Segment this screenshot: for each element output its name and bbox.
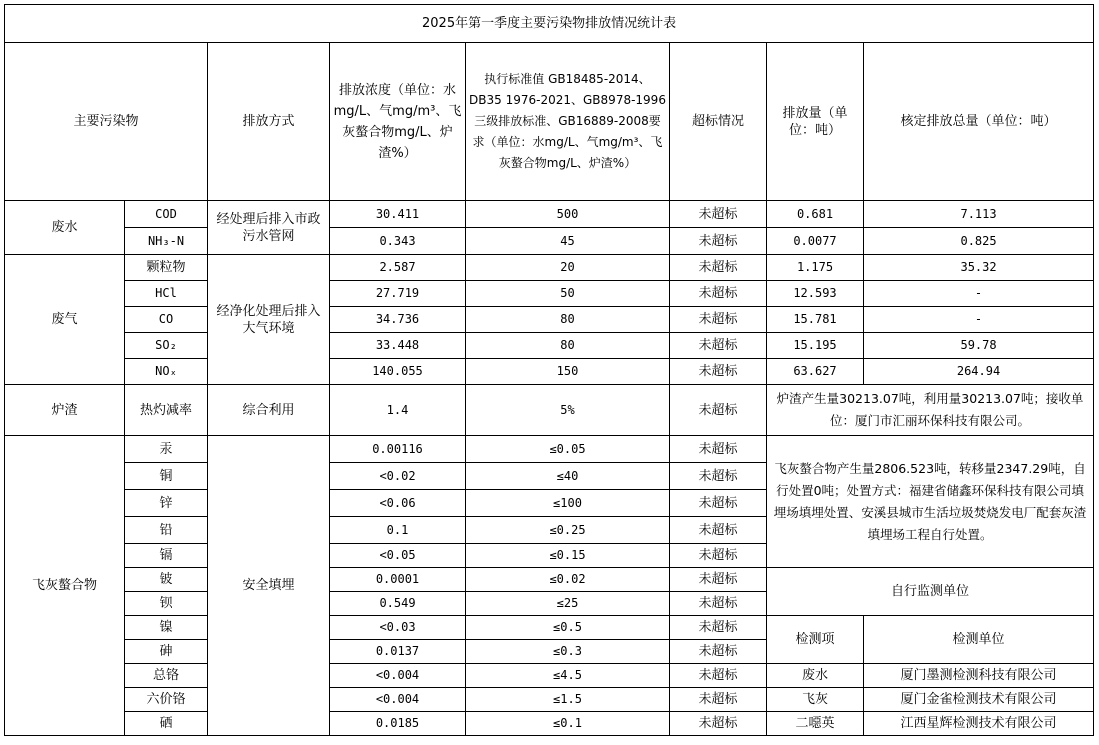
cell-conc: 0.00116 <box>330 436 466 463</box>
cell-approved: 59.78 <box>864 333 1094 359</box>
cell-conc: <0.03 <box>330 616 466 640</box>
cell-std: 150 <box>466 359 670 385</box>
monitor-item: 飞灰 <box>767 688 864 712</box>
cell-conc: 0.0185 <box>330 712 466 736</box>
cell-status: 未超标 <box>670 307 767 333</box>
cell-status: 未超标 <box>670 640 767 664</box>
monitor-header-unit: 检测单位 <box>864 616 1094 664</box>
table-row <box>5 568 1094 592</box>
cell-status: 未超标 <box>670 255 767 281</box>
category-wastewater: 废水 <box>5 201 125 255</box>
cell-item: 铅 <box>125 517 208 544</box>
cell-approved: 35.32 <box>864 255 1094 281</box>
cell-conc: <0.05 <box>330 544 466 568</box>
cell-std: ≤4.5 <box>466 664 670 688</box>
monitor-unit: 厦门墨测检测科技有限公司 <box>864 664 1094 688</box>
cell-item: 热灼减率 <box>125 385 208 436</box>
category-flyash: 飞灰螯合物 <box>5 436 125 736</box>
cell-std: ≤0.1 <box>466 712 670 736</box>
monitor-header-item: 检测项 <box>767 616 864 664</box>
table-title: 2025年第一季度主要污染物排放情况统计表 <box>5 5 1094 43</box>
monitor-item: 二噁英 <box>767 712 864 736</box>
cell-status: 未超标 <box>670 544 767 568</box>
cell-amount: 15.781 <box>767 307 864 333</box>
cell-approved: 0.825 <box>864 228 1094 255</box>
cell-item: 六价铬 <box>125 688 208 712</box>
cell-status: 未超标 <box>670 616 767 640</box>
cell-amount: 1.175 <box>767 255 864 281</box>
cell-status: 未超标 <box>670 228 767 255</box>
table-row <box>5 333 1094 359</box>
pollutant-table <box>4 4 1094 736</box>
table-row <box>5 616 1094 640</box>
cell-std: 500 <box>466 201 670 228</box>
category-slag: 炉渣 <box>5 385 125 436</box>
monitor-unit: 江西星辉检测技术有限公司 <box>864 712 1094 736</box>
cell-status: 未超标 <box>670 281 767 307</box>
monitor-title: 自行监测单位 <box>767 568 1094 616</box>
cell-item: 铍 <box>125 568 208 592</box>
cell-conc: 2.587 <box>330 255 466 281</box>
cell-conc: 0.343 <box>330 228 466 255</box>
cell-std: ≤0.25 <box>466 517 670 544</box>
table-row <box>5 359 1094 385</box>
cell-std: 80 <box>466 333 670 359</box>
cell-amount: 0.0077 <box>767 228 864 255</box>
cell-std: 45 <box>466 228 670 255</box>
flyash-note: 飞灰螯合物产生量2806.523吨，转移量2347.29吨，自行处置0吨；处置方式：福建省储鑫环保科技有限公司填埋场填埋处置、安溪县城市生活垃圾焚烧发电厂配套灰渣填埋场工程自行处置。 <box>767 436 1094 568</box>
table-row <box>5 228 1094 255</box>
cell-amount: 15.195 <box>767 333 864 359</box>
cell-conc: <0.004 <box>330 664 466 688</box>
cell-item: NOₓ <box>125 359 208 385</box>
header-method: 排放方式 <box>208 43 330 201</box>
cell-std: ≤1.5 <box>466 688 670 712</box>
cell-item: 钡 <box>125 592 208 616</box>
method-slag: 综合利用 <box>208 385 330 436</box>
cell-status: 未超标 <box>670 517 767 544</box>
cell-amount: 0.681 <box>767 201 864 228</box>
cell-item: 镍 <box>125 616 208 640</box>
monitor-unit: 厦门金雀检测技术有限公司 <box>864 688 1094 712</box>
cell-item: 砷 <box>125 640 208 664</box>
cell-approved: 7.113 <box>864 201 1094 228</box>
cell-item: 硒 <box>125 712 208 736</box>
cell-amount: 63.627 <box>767 359 864 385</box>
cell-std: 5% <box>466 385 670 436</box>
slag-note: 炉渣产生量30213.07吨，利用量30213.07吨；接收单位：厦门市汇丽环保科技有限公司。 <box>767 385 1094 436</box>
cell-item: 镉 <box>125 544 208 568</box>
cell-std: ≤0.02 <box>466 568 670 592</box>
cell-status: 未超标 <box>670 385 767 436</box>
cell-conc: 34.736 <box>330 307 466 333</box>
cell-item: 锌 <box>125 490 208 517</box>
header-pollutant: 主要污染物 <box>5 43 208 201</box>
table-row <box>5 281 1094 307</box>
cell-std: 20 <box>466 255 670 281</box>
table-row <box>5 712 1094 736</box>
cell-status: 未超标 <box>670 688 767 712</box>
cell-conc: 0.549 <box>330 592 466 616</box>
cell-approved: - <box>864 307 1094 333</box>
cell-status: 未超标 <box>670 712 767 736</box>
cell-status: 未超标 <box>670 359 767 385</box>
table-row <box>5 436 1094 463</box>
method-flyash: 安全填埋 <box>208 436 330 736</box>
header-amount: 排放量（单位：吨） <box>767 43 864 201</box>
method-wastewater: 经处理后排入市政污水管网 <box>208 201 330 255</box>
cell-conc: 0.0001 <box>330 568 466 592</box>
cell-std: ≤100 <box>466 490 670 517</box>
header-concentration: 排放浓度（单位：水mg/L、气mg/m³、飞灰螯合物mg/L、炉渣%） <box>330 43 466 201</box>
cell-status: 未超标 <box>670 490 767 517</box>
cell-item: 铜 <box>125 463 208 490</box>
cell-std: 80 <box>466 307 670 333</box>
cell-std: ≤40 <box>466 463 670 490</box>
cell-status: 未超标 <box>670 333 767 359</box>
cell-item: 颗粒物 <box>125 255 208 281</box>
cell-status: 未超标 <box>670 463 767 490</box>
cell-std: ≤0.3 <box>466 640 670 664</box>
cell-status: 未超标 <box>670 436 767 463</box>
cell-std: ≤0.05 <box>466 436 670 463</box>
cell-conc: 27.719 <box>330 281 466 307</box>
cell-status: 未超标 <box>670 592 767 616</box>
table-row <box>5 688 1094 712</box>
cell-conc: <0.004 <box>330 688 466 712</box>
cell-item: 总铬 <box>125 664 208 688</box>
table-row <box>5 385 1094 436</box>
cell-conc: 0.1 <box>330 517 466 544</box>
method-exhaust: 经净化处理后排入大气环境 <box>208 255 330 385</box>
cell-std: ≤0.5 <box>466 616 670 640</box>
cell-status: 未超标 <box>670 201 767 228</box>
header-approved: 核定排放总量（单位：吨） <box>864 43 1094 201</box>
cell-conc: <0.06 <box>330 490 466 517</box>
cell-status: 未超标 <box>670 568 767 592</box>
cell-item: 汞 <box>125 436 208 463</box>
cell-conc: 33.448 <box>330 333 466 359</box>
cell-item: HCl <box>125 281 208 307</box>
cell-item: SO₂ <box>125 333 208 359</box>
cell-approved: 264.94 <box>864 359 1094 385</box>
cell-std: ≤0.15 <box>466 544 670 568</box>
cell-amount: 12.593 <box>767 281 864 307</box>
cell-conc: 1.4 <box>330 385 466 436</box>
table-row <box>5 307 1094 333</box>
table-row <box>5 664 1094 688</box>
cell-conc: <0.02 <box>330 463 466 490</box>
cell-std: ≤25 <box>466 592 670 616</box>
cell-conc: 140.055 <box>330 359 466 385</box>
cell-conc: 0.0137 <box>330 640 466 664</box>
cell-approved: - <box>864 281 1094 307</box>
category-exhaust: 废气 <box>5 255 125 385</box>
cell-conc: 30.411 <box>330 201 466 228</box>
cell-std: 50 <box>466 281 670 307</box>
cell-item: CO <box>125 307 208 333</box>
monitor-item: 废水 <box>767 664 864 688</box>
table-row <box>5 201 1094 228</box>
header-standard: 执行标准值 GB18485-2014、DB35 1976-2021、GB8978-1996三级排放标准、GB16889-2008要求（单位：水mg/L、气mg/m³、飞灰螯合物mg/L、炉渣%） <box>466 43 670 201</box>
cell-status: 未超标 <box>670 664 767 688</box>
cell-item: COD <box>125 201 208 228</box>
cell-item: NH₃-N <box>125 228 208 255</box>
table-row <box>5 255 1094 281</box>
header-exceed: 超标情况 <box>670 43 767 201</box>
